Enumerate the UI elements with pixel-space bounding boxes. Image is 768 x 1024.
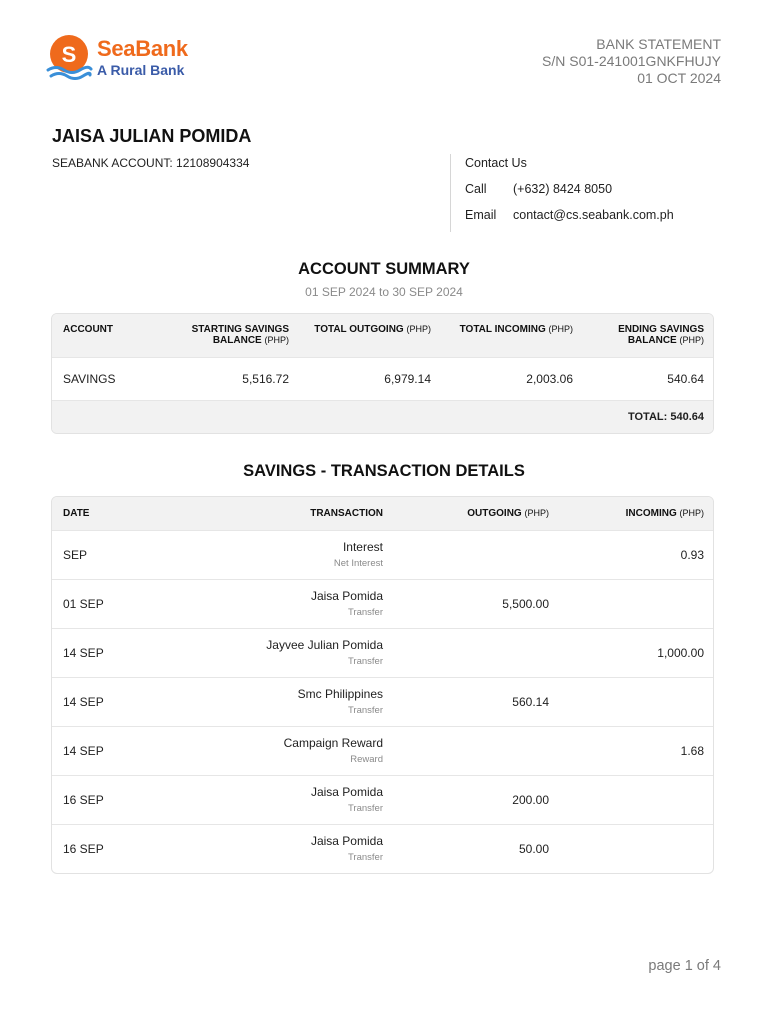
table-row <box>52 775 714 824</box>
summary-row-savings <box>52 357 714 400</box>
table-row <box>52 677 714 726</box>
table-row <box>52 726 714 775</box>
tx-type: Reward <box>350 754 383 765</box>
brand-tagline: A Rural Bank <box>97 61 185 78</box>
col-incoming: INCOMING (PHP) <box>560 497 714 530</box>
table-row <box>52 824 714 873</box>
contact-call-row <box>465 182 720 196</box>
summary-period: 01 SEP 2024 to 30 SEP 2024 <box>305 285 463 299</box>
contact-title: Contact Us <box>465 156 527 170</box>
tx-name: Jaisa Pomida <box>310 589 383 603</box>
tx-outgoing: 200.00 <box>394 775 560 824</box>
tx-date: 16 SEP <box>52 775 152 824</box>
summary-incoming: 2,003.06 <box>442 357 584 400</box>
tx-date: SEP <box>52 530 152 579</box>
tx-description <box>152 677 394 726</box>
summary-ending: 540.64 <box>584 357 714 400</box>
tx-incoming <box>560 579 714 628</box>
tx-type: Transfer <box>347 852 383 864</box>
tx-name: Jaisa Pomida <box>310 785 383 799</box>
tx-name: Jayvee Julian Pomida <box>266 638 383 652</box>
call-label: Call <box>465 182 487 196</box>
tx-description <box>152 530 394 579</box>
col-transaction: TRANSACTION <box>152 497 394 530</box>
col-total-incoming: TOTAL INCOMING (PHP) <box>442 314 584 357</box>
tx-outgoing: 50.00 <box>394 824 560 873</box>
tx-description <box>152 628 394 677</box>
tx-outgoing: 5,500.00 <box>394 579 560 628</box>
tx-date: 01 SEP <box>52 579 152 628</box>
tx-type: Transfer <box>347 607 383 618</box>
tx-date: 14 SEP <box>52 726 152 775</box>
statement-date: 01 OCT 2024 <box>637 70 721 86</box>
tx-incoming <box>560 677 714 726</box>
seabank-logo <box>45 34 188 80</box>
tx-description <box>152 579 394 628</box>
tx-date: 14 SEP <box>52 677 152 726</box>
tx-incoming: 1,000.00 <box>560 628 714 677</box>
contact-block <box>450 154 720 232</box>
account-summary-table <box>51 313 714 434</box>
tx-outgoing: 560.14 <box>394 677 560 726</box>
tx-type: Transfer <box>347 803 383 814</box>
summary-total: TOTAL: 540.64 <box>52 400 714 433</box>
tx-description <box>152 824 394 873</box>
table-row <box>52 530 714 579</box>
tx-incoming <box>560 824 714 873</box>
seabank-logo-icon <box>45 34 93 80</box>
statement-title: BANK STATEMENT <box>596 36 721 52</box>
tx-description <box>152 726 394 775</box>
tx-incoming: 1.68 <box>560 726 714 775</box>
page-number: page 1 of 4 <box>648 958 721 974</box>
tx-name: Smc Philippines <box>297 687 383 701</box>
customer-name: JAISA JULIAN POMIDA <box>52 126 252 146</box>
summary-total-row <box>52 400 714 433</box>
brand-name: SeaBank <box>97 35 188 61</box>
tx-outgoing <box>394 726 560 775</box>
tx-description <box>152 775 394 824</box>
email-label: Email <box>465 208 497 222</box>
col-outgoing: OUTGOING (PHP) <box>394 497 560 530</box>
summary-starting: 5,516.72 <box>152 357 300 400</box>
tx-name: Campaign Reward <box>283 736 383 750</box>
tx-name: Interest <box>342 540 383 554</box>
transaction-details-title: SAVINGS - TRANSACTION DETAILS <box>243 462 525 480</box>
account-summary-title: ACCOUNT SUMMARY <box>298 260 470 278</box>
tx-outgoing <box>394 530 560 579</box>
col-account: ACCOUNT <box>52 314 152 357</box>
summary-outgoing: 6,979.14 <box>300 357 442 400</box>
tx-type: Transfer <box>347 656 383 667</box>
col-ending-balance: ENDING SAVINGS BALANCE (PHP) <box>584 314 714 357</box>
tx-incoming: 0.93 <box>560 530 714 579</box>
transaction-table <box>51 496 714 874</box>
tx-date: 16 SEP <box>52 824 152 873</box>
statement-serial: S/N S01-241001GNKFHUJY <box>542 53 721 69</box>
summary-header-row <box>52 314 714 357</box>
tx-header-row <box>52 497 714 530</box>
contact-email-row <box>465 208 720 222</box>
tx-incoming <box>560 775 714 824</box>
tx-type: Transfer <box>347 705 383 716</box>
tx-outgoing <box>394 628 560 677</box>
table-row <box>52 579 714 628</box>
tx-name: Jaisa Pomida <box>310 834 383 849</box>
col-starting-balance: STARTING SAVINGS BALANCE (PHP) <box>152 314 300 357</box>
col-total-outgoing: TOTAL OUTGOING (PHP) <box>300 314 442 357</box>
tx-type: Net Interest <box>333 558 383 569</box>
table-row <box>52 628 714 677</box>
tx-date: 14 SEP <box>52 628 152 677</box>
statement-header <box>542 36 721 87</box>
svg-text:S: S <box>61 42 77 67</box>
account-number: SEABANK ACCOUNT: 12108904334 <box>52 156 250 170</box>
email-address[interactable]: contact@cs.seabank.com.ph <box>513 208 674 222</box>
summary-account: SAVINGS <box>52 357 152 400</box>
col-date: DATE <box>52 497 152 530</box>
call-number[interactable]: (+632) 8424 8050 <box>513 182 613 196</box>
